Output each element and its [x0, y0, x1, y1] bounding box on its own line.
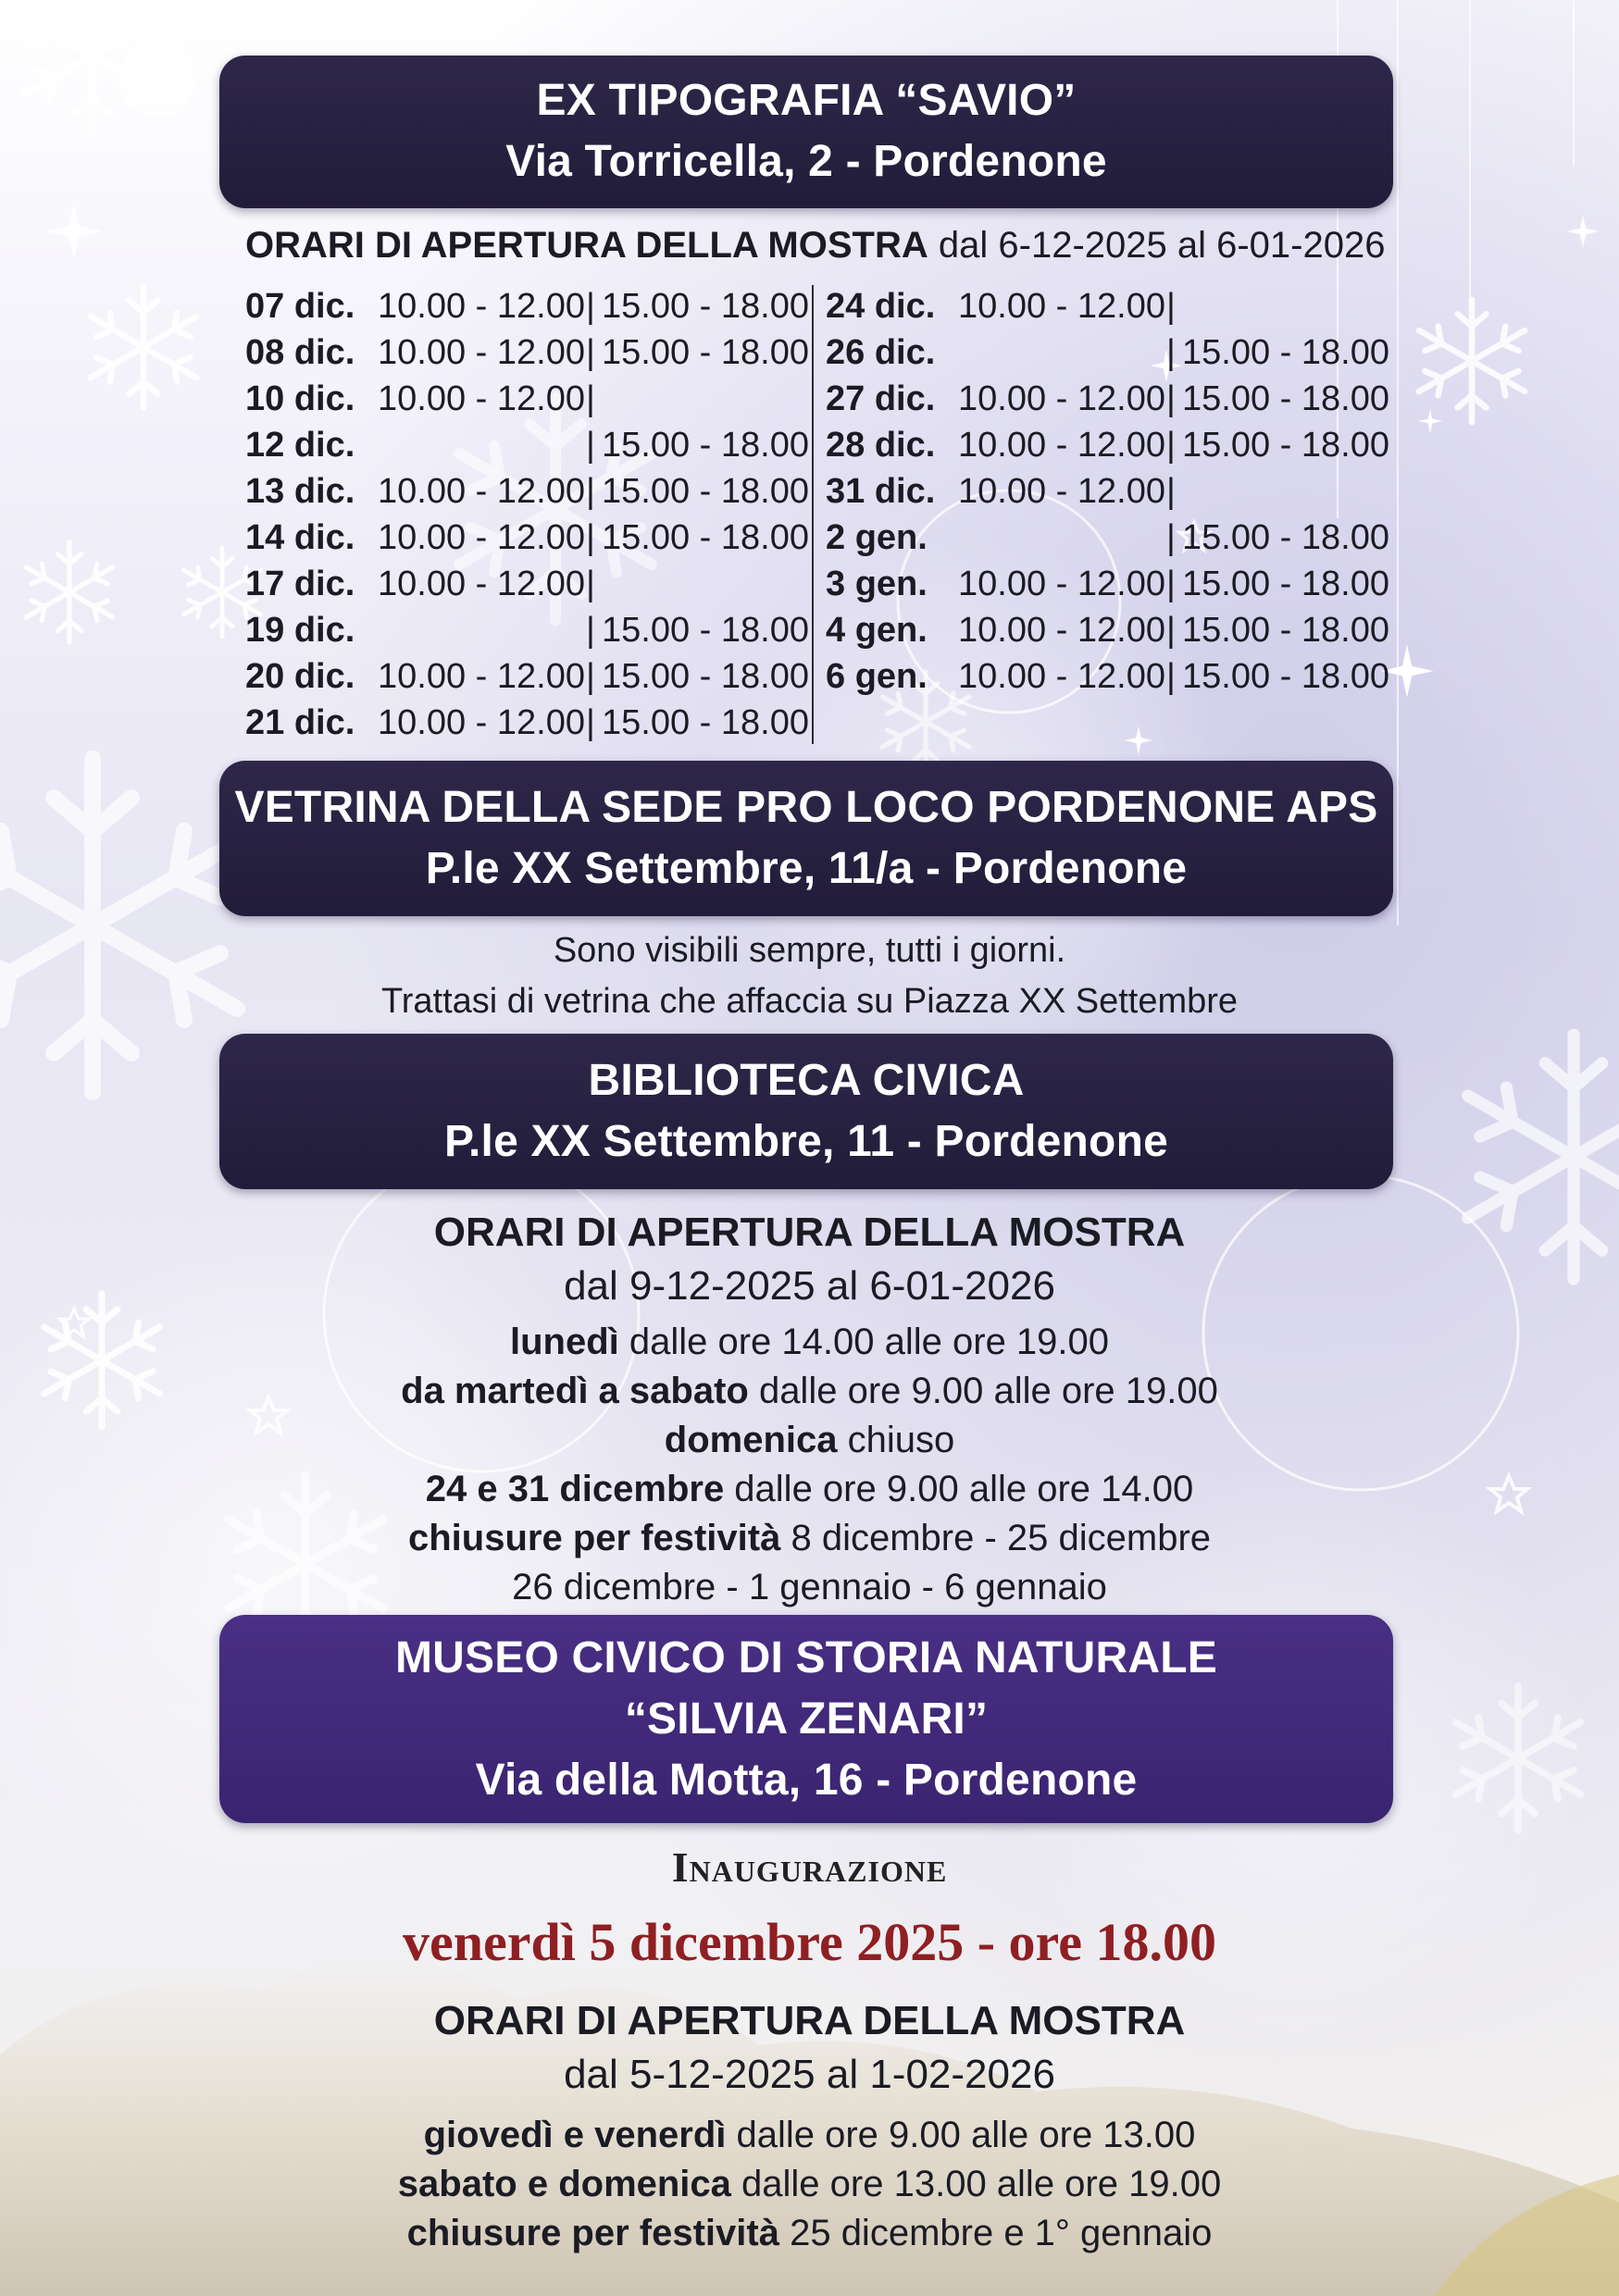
schedule-am: 10.00 - 12.00 [958, 426, 1165, 465]
hours-label: da martedì a sabato [401, 1371, 749, 1411]
venue3-hours-line [0, 1316, 1619, 1368]
schedule-separator: | [586, 426, 595, 465]
schedule-pm: 15.00 - 18.00 [602, 287, 809, 326]
schedule-separator: | [1166, 472, 1176, 511]
schedule-pm: 15.00 - 18.00 [602, 657, 809, 696]
hours-text: chiuso [837, 1420, 955, 1460]
venue2-note-1: Sono visibili sempre, tutti i giorni. [553, 931, 1066, 970]
schedule-separator: | [586, 518, 595, 557]
table-row [826, 283, 1381, 329]
venue3-banner [219, 1034, 1393, 1189]
schedule-pm: 15.00 - 18.00 [602, 333, 809, 372]
schedule-separator: | [1166, 518, 1176, 557]
schedule-day: 12 dic. [245, 426, 355, 465]
schedule-separator: | [1166, 287, 1176, 326]
venue3-range: dal 9-12-2025 al 6-01-2026 [564, 1263, 1055, 1309]
venue1-heading-range: dal 6-12-2025 al 6-01-2026 [938, 225, 1386, 266]
table-row [245, 700, 809, 746]
hours-text: dalle ore 14.00 alle ore 19.00 [618, 1322, 1110, 1362]
schedule-pm: 15.00 - 18.00 [1182, 426, 1389, 465]
schedule-separator: | [1166, 565, 1176, 603]
table-row [245, 283, 809, 329]
venue3-hours-line [0, 1463, 1619, 1515]
schedule-day: 24 dic. [826, 287, 936, 326]
venue1-heading-title: ORARI DI APERTURA DELLA MOSTRA [245, 225, 928, 266]
hours-text: 26 dicembre - 1 gennaio - 6 gennaio [512, 1567, 1107, 1607]
hours-text: dalle ore 9.00 alle ore 13.00 [726, 2115, 1196, 2155]
venue1-schedule-right [826, 283, 1389, 700]
hours-label: giovedì e venerdì [423, 2115, 727, 2155]
schedule-separator: | [586, 333, 595, 372]
schedule-am: 10.00 - 12.00 [958, 565, 1165, 603]
schedule-separator: | [586, 565, 595, 603]
hours-label: lunedì [509, 1322, 619, 1362]
schedule-am: 10.00 - 12.00 [958, 472, 1165, 511]
schedule-day: 07 dic. [245, 287, 355, 326]
venue1-address: Via Torricella, 2 - Pordenone [505, 137, 1107, 186]
venue3-hours-line [0, 1414, 1619, 1466]
table-row [826, 422, 1389, 468]
venue2-note-2: Trattasi di vetrina che affaccia su Piazza XX Settembre [380, 982, 1239, 1021]
venue1-title: EX TIPOGRAFIA “SAVIO” [536, 76, 1077, 125]
hours-label: chiusure per festività [406, 2213, 779, 2253]
schedule-separator: | [586, 657, 595, 696]
schedule-day: 19 dic. [245, 611, 355, 650]
schedule-day: 17 dic. [245, 565, 355, 603]
schedule-separator: | [1166, 426, 1176, 465]
schedule-am: 10.00 - 12.00 [378, 657, 585, 696]
schedule-day: 08 dic. [245, 333, 355, 372]
schedule-day: 13 dic. [245, 472, 355, 511]
inauguration-label-text: Inaugurazione [671, 1843, 948, 1891]
venue1-heading [245, 220, 1385, 270]
schedule-day: 2 gen. [826, 518, 928, 557]
venue4-hours-line [0, 2109, 1619, 2161]
schedule-pm: 15.00 - 18.00 [1182, 518, 1389, 557]
venue4-hours-line [0, 2207, 1619, 2259]
venue2-address: P.le XX Settembre, 11/a - Pordenone [425, 844, 1188, 893]
schedule-pm: 15.00 - 18.00 [1182, 565, 1389, 603]
table-row [826, 653, 1389, 700]
schedule-separator: | [1166, 379, 1176, 418]
table-row [245, 422, 809, 468]
schedule-day: 14 dic. [245, 518, 355, 557]
venue3-address: P.le XX Settembre, 11 - Pordenone [443, 1117, 1168, 1166]
schedule-separator: | [586, 611, 595, 650]
schedule-pm: 15.00 - 18.00 [1182, 379, 1389, 418]
table-row [826, 515, 1389, 561]
schedule-separator: | [586, 703, 595, 742]
schedule-pm: 15.00 - 18.00 [1182, 333, 1389, 372]
schedule-separator: | [586, 472, 595, 511]
venue4-title-1: MUSEO CIVICO DI STORIA NATURALE [394, 1633, 1217, 1682]
schedule-day: 10 dic. [245, 379, 355, 418]
table-row [245, 468, 809, 515]
table-row [245, 329, 809, 376]
venue4-address: Via della Motta, 16 - Pordenone [475, 1756, 1138, 1805]
table-row [245, 653, 809, 700]
table-row [245, 515, 809, 561]
schedule-am: 10.00 - 12.00 [378, 287, 585, 326]
table-row [245, 376, 801, 422]
schedule-separator: | [1166, 611, 1176, 650]
hours-label: chiusure per festività [407, 1518, 781, 1558]
table-row [826, 329, 1389, 376]
schedule-day: 31 dic. [826, 472, 936, 511]
schedule-pm: 15.00 - 18.00 [1182, 611, 1389, 650]
schedule-separator: | [586, 379, 595, 418]
inauguration-label [0, 1840, 1619, 1895]
schedule-day: 21 dic. [245, 703, 355, 742]
schedule-am: 10.00 - 12.00 [958, 379, 1165, 418]
hours-text: 8 dicembre - 25 dicembre [780, 1518, 1212, 1558]
schedule-day: 26 dic. [826, 333, 936, 372]
table-row [245, 607, 809, 653]
hours-text: dalle ore 9.00 alle ore 14.00 [724, 1469, 1194, 1509]
schedule-separator: | [1166, 333, 1176, 372]
schedule-pm: 15.00 - 18.00 [602, 611, 809, 650]
table-row [245, 561, 801, 607]
schedule-am: 10.00 - 12.00 [958, 611, 1165, 650]
schedule-separator: | [586, 287, 595, 326]
venue3-hours-line [0, 1561, 1619, 1613]
venue3-hours-line [0, 1512, 1619, 1564]
schedule-pm: 15.00 - 18.00 [602, 518, 809, 557]
inauguration-date: venerdì 5 dicembre 2025 - ore 18.00 [403, 1912, 1216, 1972]
schedule-day: 3 gen. [826, 565, 928, 603]
venue3-heading: ORARI DI APERTURA DELLA MOSTRA [433, 1210, 1186, 1255]
schedule-pm: 15.00 - 18.00 [602, 472, 809, 511]
schedule-am: 10.00 - 12.00 [958, 657, 1165, 696]
schedule-pm: 15.00 - 18.00 [602, 426, 809, 465]
hours-label: domenica [664, 1420, 838, 1460]
schedule-am: 10.00 - 12.00 [378, 472, 585, 511]
venue4-heading: ORARI DI APERTURA DELLA MOSTRA [433, 1998, 1186, 2043]
table-row [826, 561, 1389, 607]
schedule-day: 6 gen. [826, 657, 928, 696]
schedule-day: 28 dic. [826, 426, 936, 465]
hours-label: sabato e domenica [397, 2164, 731, 2204]
table-row [826, 376, 1389, 422]
venue1-banner [219, 56, 1393, 208]
venue4-title-2: “SILVIA ZENARI” [624, 1694, 989, 1744]
hours-text: 25 dicembre e 1° gennaio [778, 2213, 1213, 2253]
venue4-range: dal 5-12-2025 al 1-02-2026 [564, 2052, 1055, 2097]
table-row [826, 468, 1381, 515]
venue4-banner [219, 1615, 1393, 1823]
schedule-separator: | [1166, 657, 1176, 696]
schedule-day: 20 dic. [245, 657, 355, 696]
hours-text: dalle ore 13.00 alle ore 19.00 [730, 2164, 1222, 2204]
schedule-day: 27 dic. [826, 379, 936, 418]
schedule-day: 4 gen. [826, 611, 928, 650]
venue1-schedule-left [245, 283, 809, 746]
schedule-am: 10.00 - 12.00 [378, 379, 585, 418]
venue2-banner [219, 761, 1393, 916]
table-row [826, 607, 1389, 653]
venue2-title: VETRINA DELLA SEDE PRO LOCO PORDENONE APS [234, 783, 1378, 832]
schedule-pm: 15.00 - 18.00 [602, 703, 809, 742]
schedule-am: 10.00 - 12.00 [378, 703, 585, 742]
venue3-hours-line [0, 1365, 1619, 1417]
schedule-am: 10.00 - 12.00 [378, 333, 585, 372]
venue4-hours-line [0, 2158, 1619, 2210]
venue3-title: BIBLIOTECA CIVICA [588, 1056, 1025, 1105]
schedule-divider [812, 285, 814, 744]
schedule-am: 10.00 - 12.00 [378, 565, 585, 603]
schedule-pm: 15.00 - 18.00 [1182, 657, 1389, 696]
hours-text: dalle ore 9.00 alle ore 19.00 [748, 1371, 1218, 1411]
schedule-am: 10.00 - 12.00 [958, 287, 1165, 326]
schedule-am: 10.00 - 12.00 [378, 518, 585, 557]
hours-label: 24 e 31 dicembre [425, 1469, 725, 1509]
